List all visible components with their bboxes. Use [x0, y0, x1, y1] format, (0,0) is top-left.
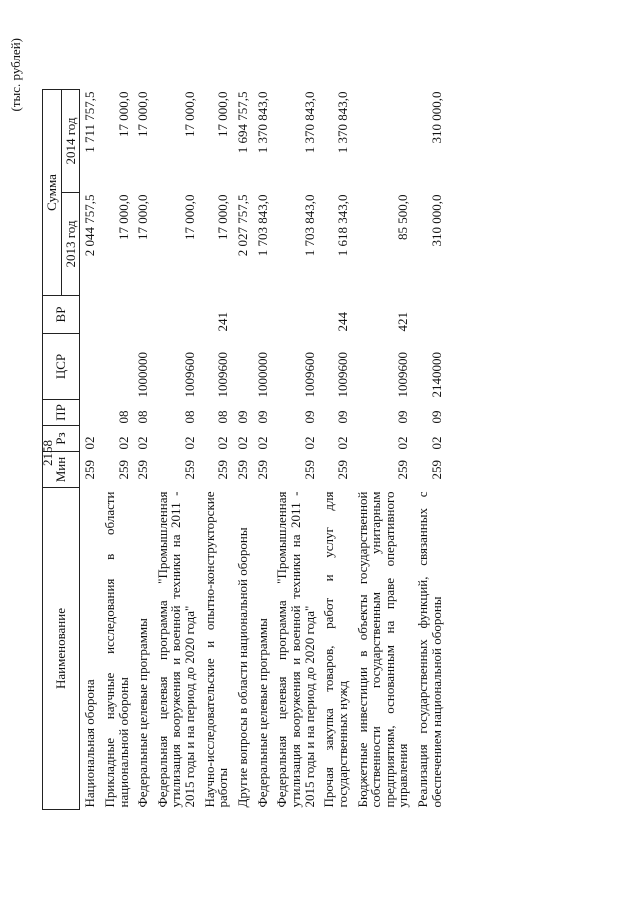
- row-name: Федеральная целевая программа "Промышленная утилизация вооружения и военной техники на 2011 - 2015 годы и на период до 2020 года": [154, 491, 198, 808]
- row-rz: 02: [395, 436, 411, 450]
- row-csr: 1009600: [334, 352, 350, 398]
- row-pr: [80, 400, 100, 426]
- row-2013: 2 044 757,5: [82, 194, 98, 257]
- page-number: 2158: [40, 440, 55, 466]
- row-2014: 17 000,0: [115, 91, 131, 137]
- row-pr: 09: [395, 410, 411, 424]
- row-rz: 02: [254, 436, 270, 450]
- header-min: Мин: [43, 452, 80, 488]
- row-csr: 1009600: [215, 352, 231, 398]
- row-vr: [80, 296, 100, 334]
- row-name: Бюджетные инвестиции в объекты государственной собственности государственным унитарным предприятиям, основанным на праве оперативного управления: [354, 491, 411, 808]
- row-pr: 08: [182, 410, 198, 424]
- table-row: [413, 90, 446, 810]
- row-name: Реализация государственных функций, связанных с обеспечением национальной обороны: [415, 491, 444, 808]
- row-rz: 02: [428, 436, 444, 450]
- table-row: [253, 90, 273, 810]
- row-2013: 310 000,0: [428, 194, 444, 247]
- row-2013: 2 027 757,5: [235, 194, 251, 257]
- row-vr: 244: [334, 312, 350, 332]
- row-csr: [80, 334, 100, 400]
- row-csr: [233, 334, 253, 400]
- row-csr: [100, 334, 133, 400]
- header-rz: Рз: [43, 426, 80, 452]
- row-name: Научно-исследовательские и опытно-конструкторские работы: [201, 491, 231, 808]
- row-2014: 17 000,0: [135, 91, 151, 137]
- row-min: 259: [235, 460, 251, 480]
- row-vr: [100, 296, 133, 334]
- row-min: 259: [135, 460, 151, 480]
- table-row: [319, 90, 352, 810]
- row-rz: 02: [334, 436, 350, 450]
- row-min: 259: [82, 460, 98, 480]
- row-vr: [153, 296, 200, 334]
- row-vr: [253, 296, 273, 334]
- row-2013: 85 500,0: [395, 194, 411, 240]
- table-row: [200, 90, 233, 810]
- row-min: 259: [182, 460, 198, 480]
- row-min: 259: [428, 460, 444, 480]
- row-pr: 09: [334, 410, 350, 424]
- row-csr: 2140000: [428, 352, 444, 398]
- table-row: [272, 90, 319, 810]
- header-csr: ЦСР: [43, 334, 80, 400]
- table-row: [153, 90, 200, 810]
- header-vr: ВР: [43, 296, 80, 334]
- table-row: [133, 90, 153, 810]
- row-2014: 1 370 843,0: [334, 91, 350, 154]
- row-csr: 1000000: [135, 352, 151, 398]
- row-pr: 09: [301, 410, 317, 424]
- row-2014: 1 694 757,5: [235, 91, 251, 154]
- table-row: [233, 90, 253, 810]
- row-2014: [353, 90, 414, 193]
- row-pr: 08: [135, 410, 151, 424]
- row-2014: 17 000,0: [215, 91, 231, 137]
- row-vr: [413, 296, 446, 334]
- row-2013: 1 703 843,0: [254, 194, 270, 257]
- table-body: [80, 90, 447, 810]
- row-rz: 02: [135, 436, 151, 450]
- row-rz: 02: [301, 436, 317, 450]
- row-name: Прикладные научные исследования в области национальной обороны: [101, 491, 131, 808]
- row-min: 259: [254, 460, 270, 480]
- row-pr: 09: [428, 410, 444, 424]
- row-name: Федеральная целевая программа "Промышленная утилизация вооружения и военной техники на 2011 - 2015 годы и на период до 2020 года": [274, 491, 317, 808]
- table-row: [100, 90, 133, 810]
- row-vr: 421: [395, 312, 411, 332]
- row-name: Федеральные целевые программы: [254, 618, 270, 808]
- row-min: 259: [334, 460, 350, 480]
- row-2013: 17 000,0: [182, 194, 198, 240]
- row-2013: 1 618 343,0: [334, 194, 350, 257]
- header-2014: 2014 год: [61, 90, 80, 193]
- row-min: 259: [395, 460, 411, 480]
- row-2013: 17 000,0: [135, 194, 151, 240]
- row-rz: 02: [215, 436, 231, 450]
- row-2013: 17 000,0: [215, 194, 231, 240]
- row-name: Федеральные целевые программы: [135, 618, 151, 808]
- row-pr: 08: [215, 410, 231, 424]
- row-2014: 1 370 843,0: [301, 91, 317, 154]
- row-rz: 02: [182, 436, 198, 450]
- row-vr: [272, 296, 319, 334]
- row-vr: [133, 296, 153, 334]
- row-rz: 02: [115, 436, 131, 450]
- row-2013: 17 000,0: [115, 194, 131, 240]
- header-pr: ПР: [43, 400, 80, 426]
- row-csr: 1009600: [395, 352, 411, 398]
- row-min: 259: [301, 460, 317, 480]
- row-2014: 1 711 757,5: [82, 91, 98, 153]
- header-sum: Сумма: [43, 90, 62, 296]
- units-label: (тыс. рублей): [8, 38, 23, 112]
- row-pr: 09: [254, 410, 270, 424]
- row-csr: 1000000: [254, 352, 270, 398]
- row-name: Другие вопросы в области национальной обороны: [235, 527, 251, 808]
- row-rz: 02: [82, 436, 98, 450]
- header-name: Наименование: [43, 488, 80, 810]
- row-vr: 241: [215, 312, 231, 332]
- row-csr: 1009600: [301, 352, 317, 398]
- row-2013: 1 703 843,0: [301, 194, 317, 257]
- row-pr: 09: [235, 410, 251, 424]
- row-name: Национальная оборона: [82, 679, 98, 808]
- table-row: [80, 90, 100, 810]
- table-row: [353, 90, 414, 810]
- row-2014: 17 000,0: [182, 91, 198, 137]
- row-csr: 1009600: [182, 352, 198, 398]
- row-min: 259: [215, 460, 231, 480]
- row-2014: 1 370 843,0: [254, 91, 270, 154]
- row-rz: 02: [235, 436, 251, 450]
- row-2014: 310 000,0: [428, 91, 444, 144]
- row-name: Прочая закупка товаров, работ и услуг для государственных нужд: [321, 491, 350, 808]
- row-min: 259: [115, 460, 131, 480]
- budget-table: [42, 89, 446, 810]
- row-vr: [233, 296, 253, 334]
- row-pr: 08: [115, 410, 131, 424]
- header-2013: 2013 год: [61, 193, 80, 296]
